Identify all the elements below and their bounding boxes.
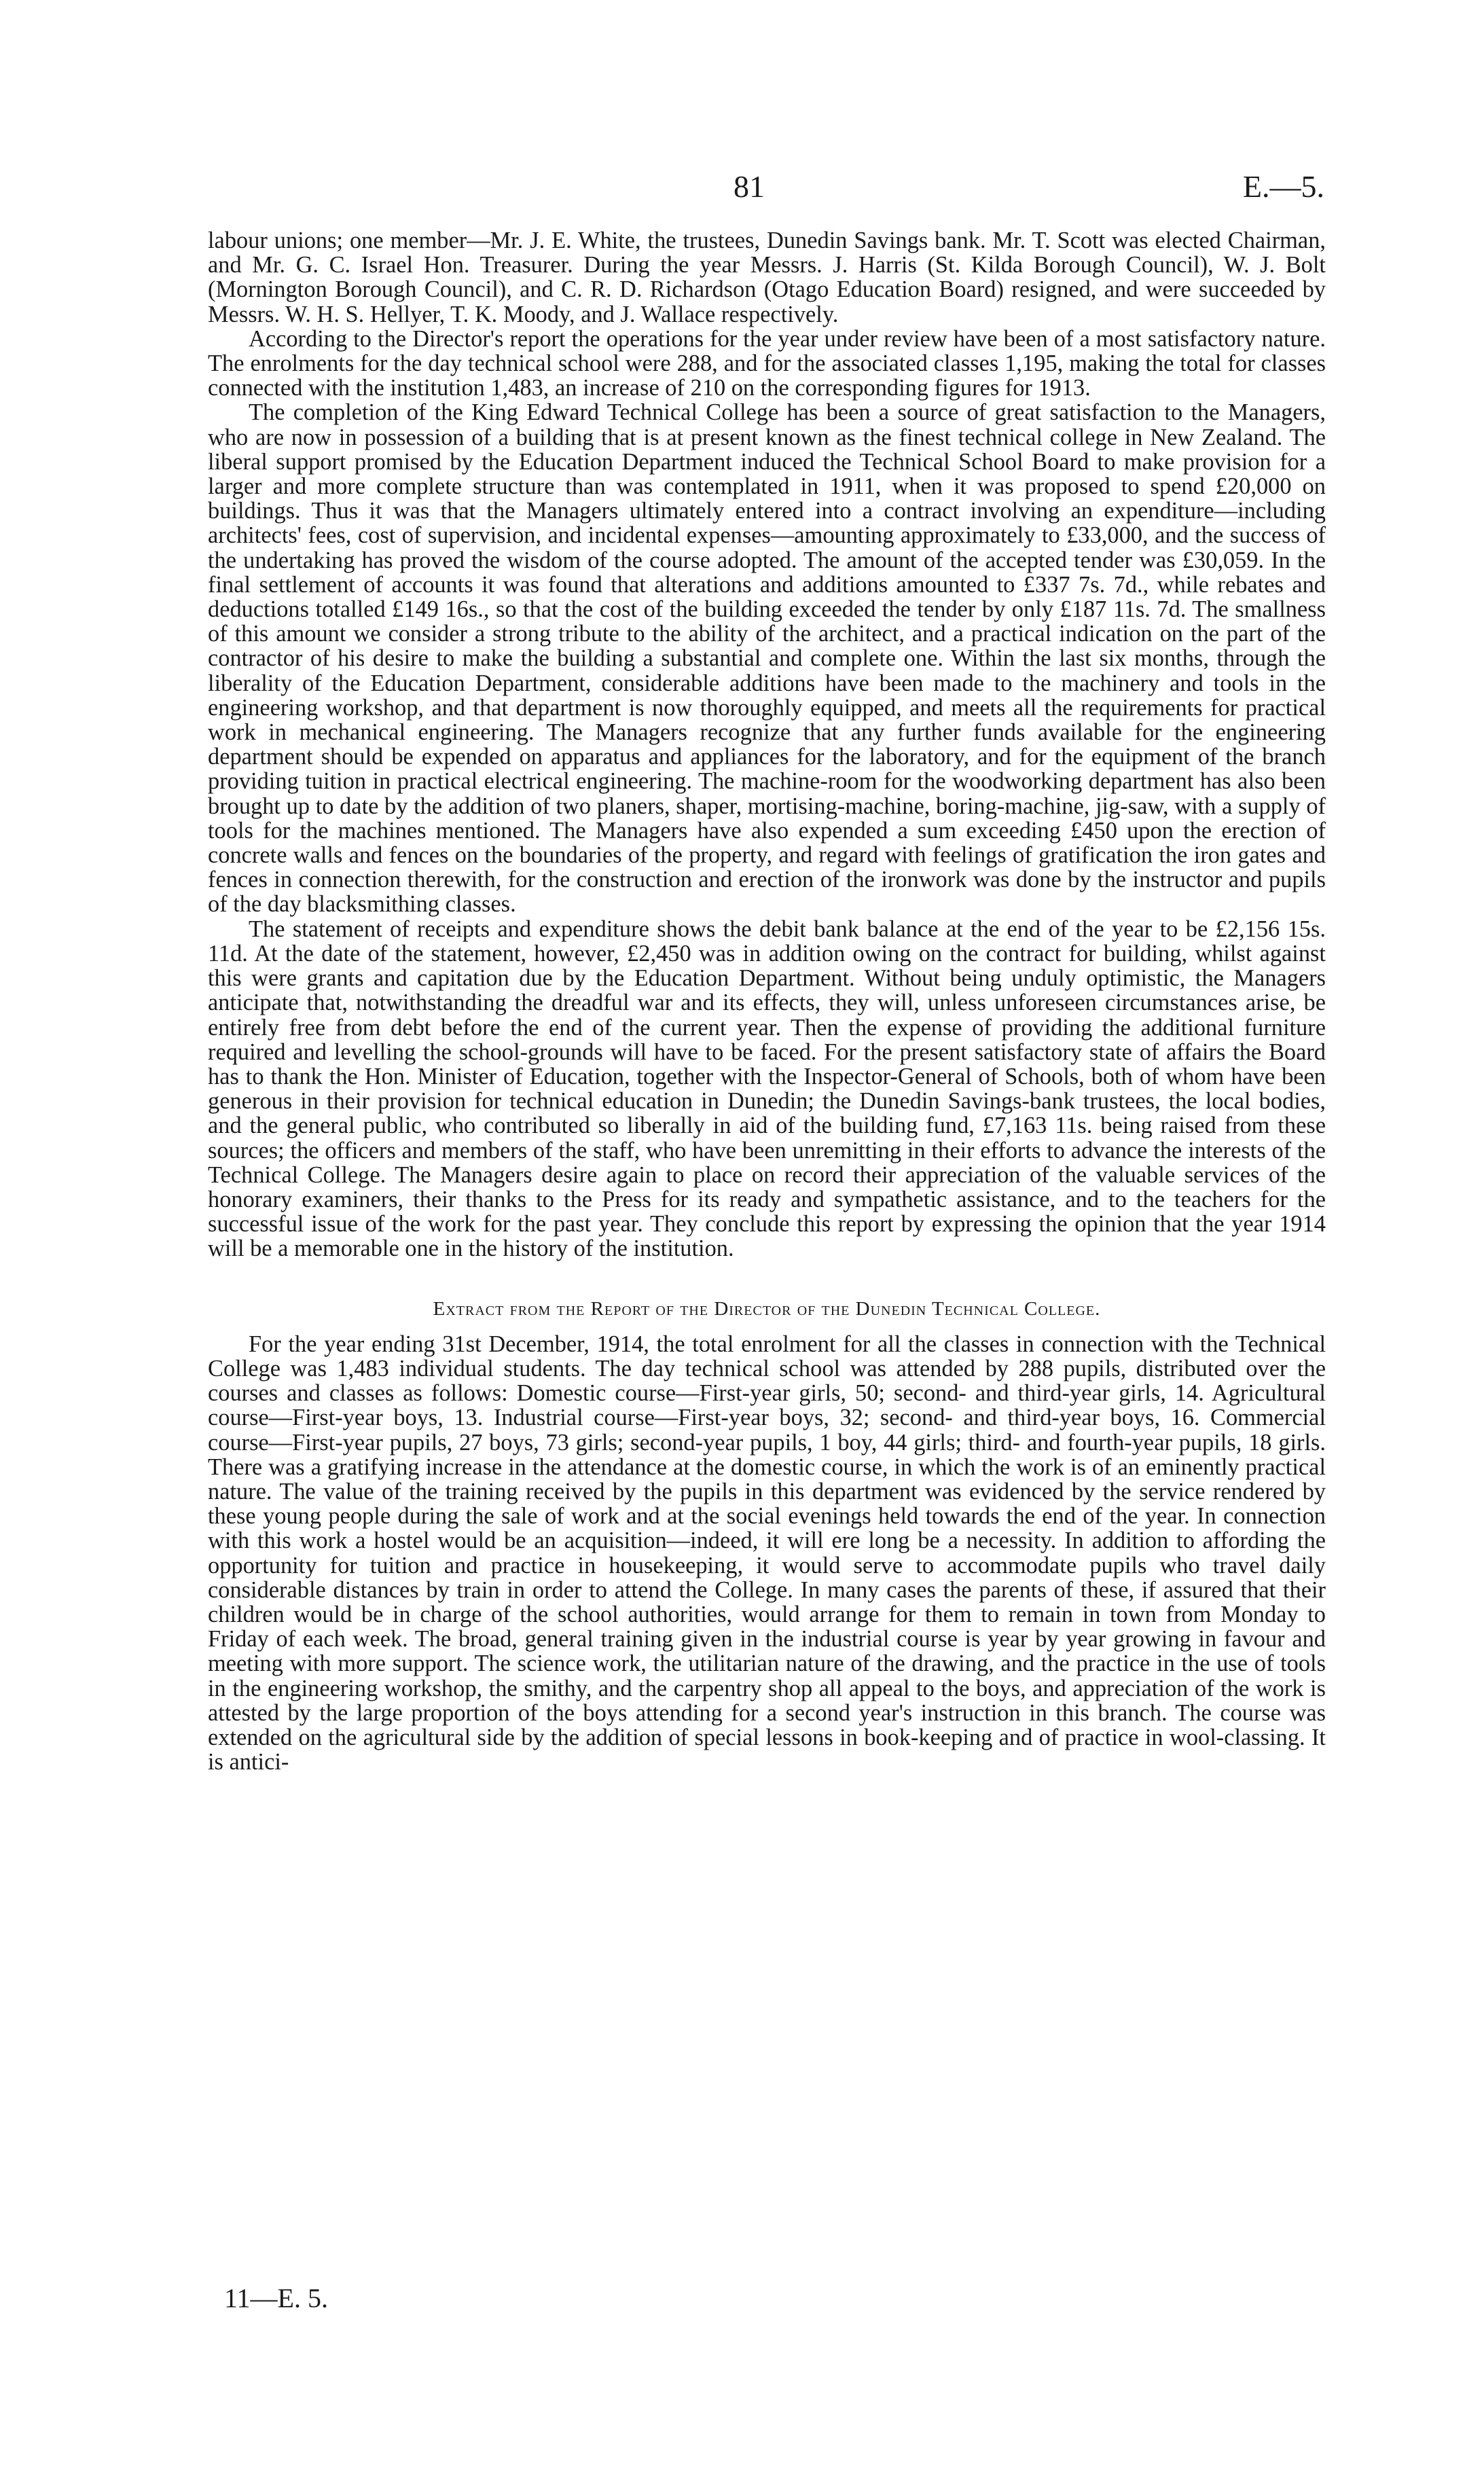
page-header: [204, 168, 1324, 209]
signature-mark: 11—E. 5.: [224, 2283, 328, 2313]
page-number: 81: [734, 169, 765, 204]
body-text: [208, 228, 1326, 1774]
paragraph-college-completion: The completion of the King Edward Technical College has been a source of great satisfaction to the Managers, who are now in possession of a building that is at present known as the finest technical college in New Zealand. The liberal support promised by the Education Department induced the Technical School Board to make provision for a larger and more complete structure than was contemplated in 1911, when it was proposed to spend £20,000 on buildings. Thus it was that the Managers ultimately entered into a contract involving an expenditure—including architects' fees, cost of supervision, and incidental expenses—amounting approximately to £33,000, and the success of the undertaking has proved the wisdom of the course adopted. The amount of the accepted tender was £30,059. In the final settlement of accounts it was found that alterations and additions amounted to £337 7s. 7d., while rebates and deductions totalled £149 16s., so that the cost of the building exceeded the tender by only £187 11s. 7d. The smallness of this amount we consider a strong tribute to the ability of the architect, and a practical indication on the part of the contractor of his desire to make the building a substantial and complete one. Within the last six months, through the liberality of the Education Department, considerable additions have been made to the machinery and tools in the engineering workshop, and that department is now thoroughly equipped, and meets all the requirements for practical work in mechanical engineering. The Managers recognize that any further funds available for the engineering department should be expended on apparatus and appliances for the laboratory, and for the equipment of the branch providing tuition in practical electrical engineering. The machine-room for the woodworking department has also been brought up to date by the addition of two planers, shaper, mortising-machine, boring-machine, jig-saw, with a supply of tools for the machines mentioned. The Managers have also expended a sum exceeding £450 upon the erection of concrete walls and fences on the boundaries of the property, and regard with feelings of gratification the iron gates and fences in connection therewith, for the construction and erection of the ironwork was done by the instructor and pupils of the day blacksmithing classes.: [208, 399, 1326, 918]
paragraph-director-report: For the year ending 31st December, 1914, the total enrolment for all the classes in connection with the Technical College was 1,483 individual students. The day technical school was attended by 288 pupils, distributed over the courses and classes as follows: Domestic course—First-year girls, 50; second- and third-year girls, 14. Agricultural course—First-year boys, 13. Industrial course—First-year boys, 32; second- and third-year boys, 16. Commercial course—First-year pupils, 27 boys, 73 girls; second-year pupils, 1 boy, 44 girls; third- and fourth-year pupils, 18 girls. There was a gratifying increase in the attendance at the domestic course, in which the work is of an eminently practical nature. The value of the training received by the pupils in this department was evidenced by the service rendered by these young people during the sale of work and at the social evenings held towards the end of the year. In connection with this work a hostel would be an acquisition—indeed, it will ere long be a necessity. In addition to affording the opportunity for tuition and practice in housekeeping, it would serve to accommodate pupils who travel daily considerable distances by train in order to attend the College. In many cases the parents of these, if assured that their children would be in charge of the school authorities, would arrange for them to remain in town from Monday to Friday of each week. The broad, general training given in the industrial course is year by year growing in favour and meeting with more support. The science work, the utilitarian nature of the drawing, and the practice in the use of tools in the engineering workshop, the smithy, and the carpentry shop all appeal to the boys, and appreciation of the work is attested by the large proportion of the boys attending for a second year's instruction in this branch. The course was extended on the agricultural side by the addition of special lessons in book-keeping and of practice in wool-classing. It is antici-: [208, 1331, 1326, 1775]
paragraph-finances: The statement of receipts and expenditure shows the debit bank balance at the end of the year to be £2,156 15s. 11d. At the date of the statement, however, £2,450 was in addition owing on the contract for building, whilst against this were grants and capitation due by the Education Department. Without being unduly optimistic, the Managers anticipate that, notwithstanding the dreadful war and its effects, they will, unless unforeseen circumstances arise, be entirely free from debt before the end of the current year. Then the expense of providing the additional furniture required and levelling the school-grounds will have to be faced. For the present satisfactory state of affairs the Board has to thank the Hon. Minister of Education, together with the Inspector-General of Schools, both of whom have been generous in their provision for technical education in Dunedin; the Dunedin Savings-bank trustees, the local bodies, and the general public, who contributed so liberally in aid of the building fund, £7,163 11s. being raised from these sources; the officers and members of the staff, who have been unremitting in their efforts to advance the interests of the Technical College. The Managers desire again to place on record their appreciation of the valuable services of the honorary examiners, their thanks to the Press for its ready and sympathetic assistance, and to the teachers for the successful issue of the work for the past year. They conclude this report by expressing the opinion that the year 1914 will be a memorable one in the history of the institution.: [208, 916, 1326, 1262]
series-code: E.—5.: [1242, 169, 1324, 204]
section-heading: Extract from the Report of the Director of the Dunedin Technical College.: [433, 1297, 1101, 1320]
paragraph-board-members: labour unions; one member—Mr. J. E. White, the trustees, Dunedin Savings bank. Mr. T. Scott was elected Chairman, and Mr. G. C. Israel Hon. Treasurer. During the year Messrs. J. Harris (St. Kilda Borough Council), W. J. Bolt (Mornington Borough Council), and C. R. D. Richardson (Otago Education Board) resigned, and were succeeded by Messrs. W. H. S. Hellyer, T. K. Moody, and J. Wallace respectively.: [208, 228, 1326, 327]
paragraph-enrolments: According to the Director's report the operations for the year under review have been of a most satisfactory nature. The enrolments for the day technical school were 288, and for the associated classes 1,195, making the total for classes connected with the institution 1,483, an increase of 210 on the corresponding figures for 1913.: [208, 325, 1326, 401]
